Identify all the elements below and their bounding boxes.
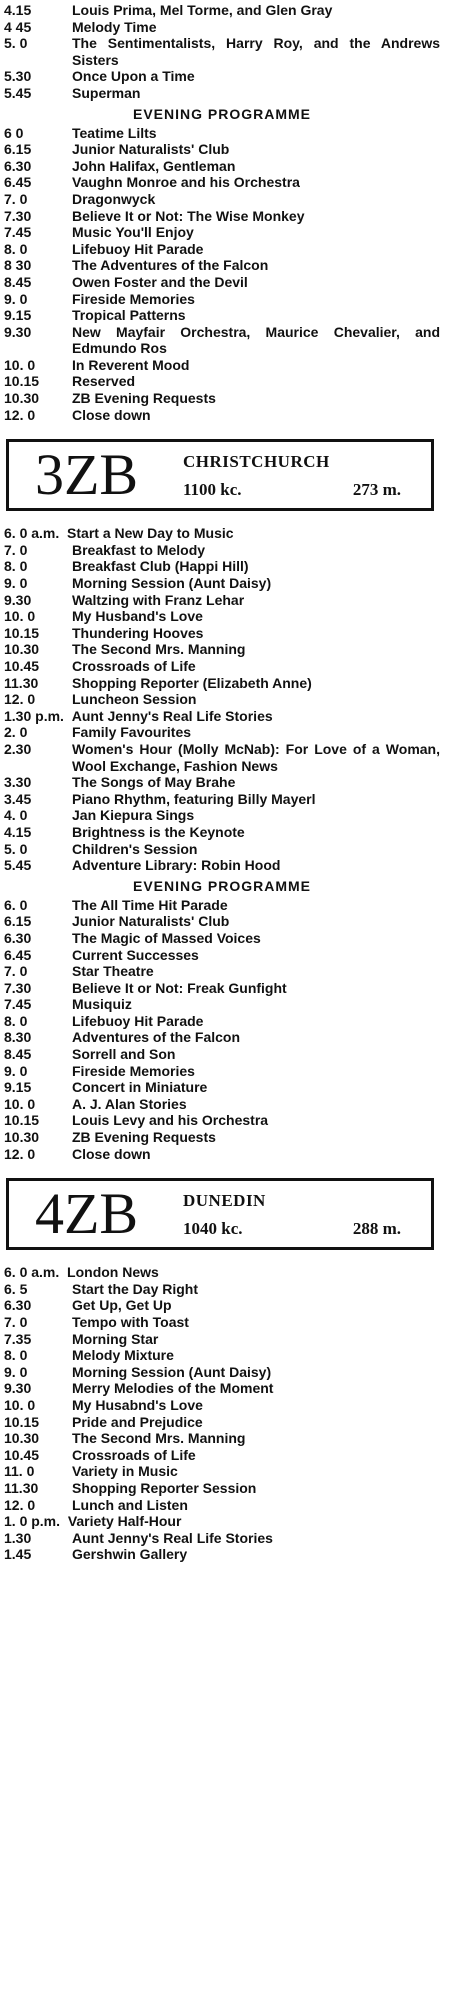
station-call-sign: 4ZB	[35, 1181, 139, 1247]
programme-time: 10.15	[4, 373, 40, 390]
programme-title: Children's Session	[72, 840, 198, 857]
programme-time: 10.30	[4, 1430, 40, 1447]
programme-entry	[4, 841, 440, 858]
programme-entry	[4, 407, 440, 424]
programme-entry	[4, 791, 440, 808]
station-wavelength: 288 m.	[352, 1219, 401, 1239]
programme-time: 9. 0	[4, 1062, 28, 1079]
programme-time: 8.45	[4, 1046, 32, 1063]
evening-programme-heading: EVENING PROGRAMME	[132, 877, 311, 894]
programme-title: A. J. Alan Stories	[72, 1095, 187, 1112]
programme-time: 1.45	[4, 1546, 32, 1563]
programme-title: Variety Half-Hour	[67, 1513, 182, 1530]
programme-title: Start the Day Right	[72, 1280, 199, 1297]
programme-entry	[4, 1513, 440, 1530]
schedule-evening-block-1	[4, 125, 440, 424]
programme-time: 6. 0 a.m.	[4, 525, 68, 542]
programme-title: Variety in Music	[72, 1463, 178, 1480]
programme-time: 4 45	[4, 18, 32, 35]
programme-title: Believe It or Not: The Wise Monkey	[72, 207, 305, 224]
programme-entry	[4, 1314, 440, 1331]
programme-title: Owen Foster and the Devil	[72, 273, 248, 290]
station-call-sign: 3ZB	[35, 442, 139, 508]
programme-time: 3.45	[4, 790, 32, 807]
programme-entry	[4, 913, 440, 930]
programme-title: Breakfast to Melody	[72, 541, 206, 558]
programme-entry	[4, 357, 440, 374]
station-header-3zb	[6, 439, 434, 511]
programme-title: Morning Session (Aunt Daisy)	[72, 1363, 272, 1380]
programme-title: Jan Kiepura Sings	[72, 807, 195, 824]
programme-entry	[4, 1463, 440, 1480]
programme-title: Superman	[72, 84, 141, 101]
station-city: CHRISTCHURCH	[183, 452, 330, 472]
programme-title: ZB Evening Requests	[72, 390, 216, 407]
programme-title: Musiquiz	[72, 996, 132, 1013]
programme-entry	[4, 980, 440, 997]
programme-time: 5.45	[4, 857, 32, 874]
programme-title: The Adventures of the Falcon	[72, 257, 269, 274]
programme-title: Gershwin Gallery	[72, 1546, 188, 1563]
programme-time: 10.15	[4, 624, 40, 641]
programme-title: Close down	[72, 406, 151, 423]
programme-entry	[4, 963, 440, 980]
programme-time: 1.30 p.m.	[4, 707, 72, 724]
programme-entry	[4, 897, 440, 914]
programme-entry	[4, 1013, 440, 1030]
programme-time: 8. 0	[4, 1012, 28, 1029]
programme-time: 7. 0	[4, 963, 28, 980]
programme-entry	[4, 1414, 440, 1431]
programme-time: 9.30	[4, 323, 32, 340]
programme-time: 6.45	[4, 946, 32, 963]
programme-entry	[4, 1480, 440, 1497]
programme-title: Music You'll Enjoy	[72, 224, 194, 241]
programme-time: 9. 0	[4, 1363, 28, 1380]
programme-entry	[4, 824, 440, 841]
programme-entry	[4, 1546, 440, 1563]
programme-title: The Second Mrs. Manning	[72, 1430, 246, 1447]
programme-entry	[4, 1112, 440, 1129]
programme-entry	[4, 19, 440, 36]
programme-entry	[4, 542, 440, 559]
programme-title: Louis Levy and his Orchestra	[72, 1112, 269, 1129]
programme-entry	[4, 1530, 440, 1547]
programme-time: 4.15	[4, 823, 32, 840]
programme-entry	[4, 996, 440, 1013]
programme-time: 9.15	[4, 307, 32, 324]
schedule-3zb-day-block	[4, 525, 440, 873]
programme-entry	[4, 930, 440, 947]
programme-title: Lifebuoy Hit Parade	[72, 1012, 204, 1029]
programme-title: Women's Hour (Molly McNab): For Love of a Woman, Wool Exchange, Fashion News	[72, 740, 440, 774]
programme-title: Start a New Day to Music	[67, 525, 234, 542]
programme-time: 6. 5	[4, 1280, 28, 1297]
programme-time: 7. 0	[4, 541, 28, 558]
programme-title: Aunt Jenny's Real Life Stories	[72, 1529, 273, 1546]
programme-title: Current Successes	[72, 946, 199, 963]
programme-title: Concert in Miniature	[72, 1079, 208, 1096]
station-wavelength: 273 m.	[352, 480, 401, 500]
programme-entry	[4, 1380, 440, 1397]
programme-time: 4.15	[4, 2, 32, 18]
programme-time: 7. 0	[4, 190, 28, 207]
programme-title: Morning Session (Aunt Daisy)	[72, 575, 272, 592]
schedule-evening-block-2	[4, 897, 440, 1163]
programme-title: London News	[67, 1264, 159, 1281]
programme-title: Melody Mixture	[72, 1347, 174, 1364]
programme-time: 10. 0	[4, 608, 36, 625]
programme-time: 7.30	[4, 207, 32, 224]
programme-entry	[4, 390, 440, 407]
programme-entry	[4, 525, 440, 542]
programme-time: 10.45	[4, 658, 40, 674]
programme-entry	[4, 174, 440, 191]
programme-title: My Husband's Love	[72, 608, 203, 625]
programme-title: Tropical Patterns	[72, 307, 186, 324]
programme-time: 5. 0	[4, 840, 28, 857]
programme-entry	[4, 85, 440, 102]
programme-title: Luncheon Session	[72, 691, 197, 708]
programme-entry	[4, 141, 440, 158]
programme-title: Aunt Jenny's Real Life Stories	[71, 707, 273, 724]
programme-title: The Second Mrs. Manning	[72, 641, 246, 658]
programme-time: 12. 0	[4, 406, 36, 423]
programme-entry	[4, 241, 440, 258]
programme-entry	[4, 857, 440, 874]
programme-title: The Songs of May Brahe	[72, 774, 236, 791]
programme-title: Louis Prima, Mel Torme, and Glen Gray	[72, 2, 333, 18]
programme-title: Brightness is the Keynote	[72, 823, 245, 840]
programme-title: Shopping Reporter (Elizabeth Anne)	[72, 674, 312, 691]
programme-title: Junior Naturalists' Club	[72, 141, 230, 158]
programme-entry	[4, 274, 440, 291]
programme-time: 10. 0	[4, 1396, 36, 1413]
programme-time: 7.35	[4, 1330, 32, 1347]
programme-time: 11. 0	[4, 1463, 35, 1480]
programme-time: 10. 0	[4, 356, 36, 373]
programme-time: 10. 0	[4, 1095, 36, 1112]
programme-time: 8 30	[4, 257, 32, 274]
programme-entry	[4, 1079, 440, 1096]
programme-time: 8. 0	[4, 240, 28, 257]
programme-title: The All Time Hit Parade	[72, 896, 228, 913]
programme-entry	[4, 307, 440, 324]
programme-time: 6.30	[4, 929, 32, 946]
programme-time: 5. 0	[4, 35, 28, 52]
programme-title: Star Theatre	[72, 963, 154, 980]
programme-entry	[4, 1046, 440, 1063]
programme-entry	[4, 1029, 440, 1046]
programme-title: Pride and Prejudice	[72, 1413, 203, 1430]
programme-title: The Magic of Massed Voices	[72, 929, 261, 946]
programme-entry	[4, 641, 440, 658]
programme-title: Teatime Lilts	[72, 124, 157, 141]
programme-time: 9. 0	[4, 290, 28, 307]
programme-title: Fireside Memories	[72, 290, 195, 307]
programme-time: 6 0	[4, 124, 24, 141]
programme-time: 6.30	[4, 1297, 32, 1314]
programme-title: Tempo with Toast	[72, 1314, 189, 1330]
programme-time: 8.45	[4, 273, 32, 290]
programme-entry	[4, 224, 440, 241]
programme-entry	[4, 208, 440, 225]
programme-time: 8. 0	[4, 1347, 28, 1364]
programme-time: 7. 0	[4, 1314, 28, 1330]
programme-entry	[4, 158, 440, 175]
programme-entry	[4, 35, 440, 68]
programme-entry	[4, 807, 440, 824]
programme-time: 6. 0 a.m.	[4, 1264, 68, 1281]
programme-entry	[4, 2, 440, 19]
programme-time: 1.30	[4, 1529, 32, 1546]
programme-title: Crossroads of Life	[72, 1446, 196, 1463]
programme-entry	[4, 1430, 440, 1447]
programme-time: 12. 0	[4, 1496, 36, 1513]
programme-time: 10.30	[4, 1129, 40, 1146]
programme-title: Family Favourites	[72, 724, 192, 741]
programme-title: Once Upon a Time	[72, 68, 195, 85]
programme-title: Merry Melodies of the Moment	[72, 1380, 274, 1397]
programme-time: 9.30	[4, 1380, 32, 1397]
programme-title: Close down	[72, 1145, 151, 1162]
programme-title: Vaughn Monroe and his Orchestra	[72, 174, 300, 191]
programme-title: Adventure Library: Robin Hood	[72, 857, 281, 874]
programme-title: Get Up, Get Up	[72, 1297, 172, 1314]
programme-entry	[4, 1129, 440, 1146]
programme-entry	[4, 1447, 440, 1464]
programme-time: 6. 0	[4, 896, 28, 913]
programme-title: Dragonwyck	[72, 190, 156, 207]
programme-title: ZB Evening Requests	[72, 1129, 216, 1146]
programme-time: 5.30	[4, 68, 32, 85]
programme-title: Melody Time	[72, 18, 157, 35]
programme-entry	[4, 708, 440, 725]
programme-time: 2.30	[4, 740, 32, 757]
programme-time: 6.45	[4, 174, 32, 191]
programme-entry	[4, 947, 440, 964]
programme-time: 7.45	[4, 996, 32, 1013]
programme-time: 9. 0	[4, 575, 28, 592]
programme-entry	[4, 608, 440, 625]
station-city: DUNEDIN	[183, 1191, 266, 1211]
programme-entry	[4, 1497, 440, 1514]
programme-entry	[4, 1146, 440, 1163]
evening-programme-heading: EVENING PROGRAMME	[132, 105, 311, 122]
programme-entry	[4, 592, 440, 609]
programme-title: Thundering Hooves	[72, 624, 204, 641]
programme-entry	[4, 741, 440, 774]
programme-time: 9.15	[4, 1079, 32, 1096]
programme-entry	[4, 675, 440, 692]
programme-time: 8.30	[4, 1029, 32, 1046]
programme-time: 12. 0	[4, 691, 36, 708]
schedule-top-block	[4, 2, 440, 102]
programme-time: 11.30	[4, 1479, 39, 1496]
programme-title: Junior Naturalists' Club	[72, 913, 230, 930]
programme-title: Lifebuoy Hit Parade	[72, 240, 204, 257]
programme-entry	[4, 1063, 440, 1080]
programme-entry	[4, 575, 440, 592]
programme-time: 6.15	[4, 141, 32, 158]
programme-title: Reserved	[72, 373, 136, 390]
programme-title: The Sentimentalists, Harry Roy, and the Andrews Sisters	[72, 35, 440, 68]
programme-time: 8. 0	[4, 558, 28, 575]
programme-entry	[4, 1347, 440, 1364]
programme-time: 7.45	[4, 224, 32, 241]
programme-title: Piano Rhythm, featuring Billy Mayerl	[72, 790, 316, 807]
programme-time: 11.30	[4, 674, 39, 691]
programme-title: Sorrell and Son	[72, 1046, 176, 1063]
programme-entry	[4, 1397, 440, 1414]
programme-time: 3.30	[4, 774, 32, 791]
programme-entry	[4, 691, 440, 708]
programme-time: 7.30	[4, 979, 32, 996]
programme-time: 1. 0 p.m.	[4, 1513, 68, 1530]
schedule-4zb-day-block	[4, 1264, 440, 1563]
programme-title: Adventures of the Falcon	[72, 1029, 241, 1046]
programme-time: 6.15	[4, 913, 32, 930]
programme-time: 2. 0	[4, 724, 28, 741]
programme-time: 12. 0	[4, 1145, 36, 1162]
programme-entry	[4, 373, 440, 390]
programme-entry	[4, 191, 440, 208]
programme-title: Shopping Reporter Session	[72, 1479, 257, 1496]
programme-time: 10.30	[4, 390, 40, 407]
programme-entry	[4, 625, 440, 642]
station-header-4zb	[6, 1178, 434, 1250]
programme-time: 10.45	[4, 1446, 40, 1463]
programme-entry	[4, 724, 440, 741]
programme-title: Lunch and Listen	[72, 1496, 188, 1513]
programme-time: 4. 0	[4, 807, 28, 824]
programme-title: Waltzing with Franz Lehar	[72, 591, 245, 608]
programme-time: 6.30	[4, 157, 32, 174]
radio-programme-page	[4, 0, 440, 1563]
programme-title: Believe It or Not: Freak Gunfight	[72, 979, 287, 996]
programme-title: Morning Star	[72, 1330, 159, 1347]
programme-entry	[4, 1264, 440, 1281]
programme-entry	[4, 324, 440, 357]
programme-time: 9.30	[4, 591, 32, 608]
programme-title: My Husabnd's Love	[72, 1396, 203, 1413]
programme-entry	[4, 774, 440, 791]
programme-title: In Reverent Mood	[72, 356, 190, 373]
programme-title: New Mayfair Orchestra, Maurice Chevalier, and Edmundo Ros	[72, 323, 440, 357]
programme-entry	[4, 558, 440, 575]
programme-title: Breakfast Club (Happi Hill)	[72, 558, 249, 575]
station-frequency: 1040 kc.	[183, 1219, 243, 1239]
programme-entry	[4, 257, 440, 274]
programme-entry	[4, 125, 440, 142]
station-frequency: 1100 kc.	[183, 480, 242, 500]
programme-time: 10.15	[4, 1112, 40, 1129]
programme-entry	[4, 658, 440, 675]
programme-title: John Halifax, Gentleman	[72, 157, 236, 174]
programme-time: 10.30	[4, 641, 40, 658]
programme-entry	[4, 1297, 440, 1314]
programme-entry	[4, 68, 440, 85]
programme-title: Fireside Memories	[72, 1062, 195, 1079]
programme-entry	[4, 1331, 440, 1348]
programme-title: Crossroads of Life	[72, 658, 196, 674]
programme-entry	[4, 1096, 440, 1113]
programme-entry	[4, 1364, 440, 1381]
programme-entry	[4, 1281, 440, 1298]
programme-time: 10.15	[4, 1413, 40, 1430]
programme-entry	[4, 291, 440, 308]
programme-time: 5.45	[4, 84, 32, 101]
